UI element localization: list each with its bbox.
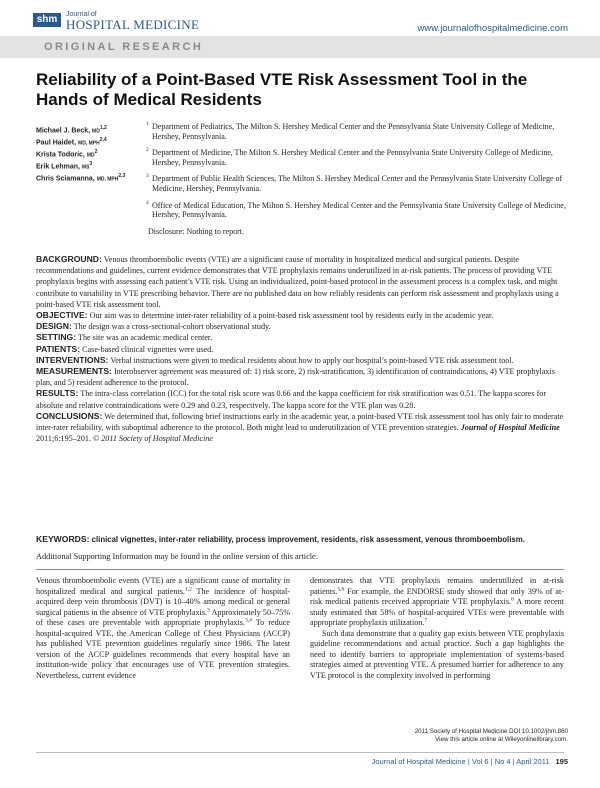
journal-name-small: Journal of xyxy=(66,11,97,18)
supporting-info-note: Additional Supporting Information may be found in the online version of this article. xyxy=(36,552,318,561)
author: Michael J. Beck, MD$^{1,2}$ xyxy=(36,125,107,135)
abstract xyxy=(36,254,564,444)
disclosure: Disclosure: Nothing to report. xyxy=(148,227,244,236)
author: Erik Lehman, $MS^3$ xyxy=(36,161,93,171)
author: Paul Haidet, MD, MPH$^{2,4}$ xyxy=(36,137,107,147)
abstract-design: DESIGN: The design was a cross-sectional-cohort observational study. xyxy=(36,321,271,332)
abstract-results: RESULTS: The intra-class correlation (ICC) for the total risk score was 0.66 and the kappa coefficient for risk stratification was 0.51. The kappa scores for absolute and relative contraindications were 0.29 and 0.23, respectively. The kappa score for the VTE plan was 0.28. xyxy=(36,388,547,410)
affiliation-list xyxy=(147,122,567,227)
affiliation: 3 Department of Public Health Sciences, The Milton S. Hershey Medical Center and the Pennsylvania State University College of Medicine, Hershey, Pennsylvania. xyxy=(146,173,563,193)
body-column-left: Venous thromboembolic events (VTE) are a significant cause of mortality in hospitalized medical and surgical patients.$^{1,2}$ The incidence of hospital-acquired deep vein thrombosis (DVT) is 10–40% among medical or general surgical patients in the absence of VTE prophylaxis.$^3$ Approximately 50–75% of these cases are preventable with appropriate prophylaxis.$^{3,4}$ To reduce hospital-acquired VTE, the American College of Chest Physicians (ACCP) has published VTE prevention guidelines regularly since 1986. The latest version of the ACCP guidelines recommends that every hospital have an institution-wide policy that encourages use of VTE prevention strategies. Nevertheless, current evidence xyxy=(36,576,290,680)
article-title: Reliability of a Point-Based VTE Risk Assessment Tool in the Hands of Medical Residents xyxy=(36,70,528,109)
citation-journal: Journal of Hospital Medicine xyxy=(460,423,560,433)
author: Chris Sciamanna, MD, MPH$^{2,3}$ xyxy=(36,173,126,183)
page-number: 195 xyxy=(555,757,568,766)
author-list xyxy=(36,124,146,184)
journal-name: HOSPITAL MEDICINE xyxy=(66,17,200,32)
section-label: ORIGINAL RESEARCH xyxy=(44,41,204,53)
journal-logo: shm xyxy=(33,13,61,27)
abstract-background: BACKGROUND: Venous thromboembolic events (VTE) are a significant cause of mortality in hospitalized medical and surgical patients. Despite recommendations and guidelines, current evidence demonstrates that VTE prophylaxis remains underutilized in at-risk patients. The process of providing VTE prophylaxis begins with assessing each patient’s VTE risk. Using an individualized, point-based protocol in the assessment process is a complex task, and might contribute to variability in VTE prescribing behavior. There are no published data on how reliably residents can perform risk assessment and prophylaxis using a point-based VTE risk assessment tool. xyxy=(36,254,559,309)
footer-journal: Journal of Hospital Medicine | Vol 6 | No 4 | April 2011 195 xyxy=(371,757,568,766)
keywords: KEYWORDS: clinical vignettes, inter-rater reliability, process improvement, residents, risk assessment, venous thromboembolism. xyxy=(36,534,525,544)
abstract-interventions: INTERVENTIONS: Verbal instructions were given to medical residents about how to apply our hospital’s point-based VTE risk assessment tool. xyxy=(36,354,514,365)
affiliation: 4 Office of Medical Education, The Milton S. Hershey Medical Center and the Pennsylvania State University College of Medicine, Hershey, Pennsylvania. xyxy=(146,199,566,220)
abstract-setting: SETTING: The site was an academic medical center. xyxy=(36,332,213,343)
body-column-right: demonstrates that VTE prophylaxis remains underutilized in at-risk patients.$^{5,6}$ For example, the ENDORSE study showed that only 39% of at-risk medical patients received appropriate VTE prophylaxis.$^6$ A more recent study estimated that 58% of hospital-acquired VTEs were preventable with appropriate prophylaxis utilization.$^7$ Such data demonstrate that a quality gap exists between VTE prophylaxis guideline recommendations and actual practice. Such a gap highlights the need to identify barriers to appropriate implementation of systems-based strategies aimed at preventing VTE. A presumed barrier for adherence to any VTE protocol is the complexity involved in performing xyxy=(310,576,564,680)
affiliation: 2 Department of Medicine, The Milton S. Hershey Medical Center and the Pennsylvania State University College of Medicine, Hershey, Pennsylvania. xyxy=(146,147,553,167)
author: Krista Todoric, $MD^2$ xyxy=(36,149,98,159)
abstract-patients: PATIENTS: Case-based clinical vignettes were used. xyxy=(36,343,214,354)
abstract-measurements: MEASUREMENTS: Interobserver agreement was measured of: 1) risk score, 2) risk-stratification, 3) identification of contraindications, 4) VTE prophylaxis plan, and 5) resident adherence to the protocol. xyxy=(36,366,555,388)
divider xyxy=(36,569,564,570)
journal-url[interactable]: www.journalofhospitalmedicine.com xyxy=(417,23,568,34)
footer-doi: 2011 Society of Hospital Medicine DOI 10.1002/jhm.860 View this article online at Wileyonlinelibrary.com. xyxy=(414,728,568,743)
citation-society: © 2011 Society of Hospital Medicine xyxy=(93,434,214,444)
affiliation: 1 Department of Pediatrics, The Milton S. Hershey Medical Center and the Pennsylvania State University College of Medicine, Hershey, Pennsylvania. xyxy=(146,121,555,141)
abstract-objective: OBJECTIVE: Our aim was to determine inter-rater reliability of a point-based risk assessment tool by residents early in the academic year. xyxy=(36,310,494,321)
footer-rule xyxy=(36,752,564,753)
citation-ref: 2011;6:195–201. xyxy=(36,434,91,444)
abstract-conclusions: CONCLUSIONS: We determined that, following brief instructions early in the academic year, a point-based VTE risk assessment tool has only fair to moderate inter-rater reliability, with suboptimal adherence to the protocol. Both might lead to underutilization of VTE prevention strategies. Journal of Hospital Medicine 2011;6:195–201. © 2011 Society of Hospital Medicine xyxy=(36,410,564,444)
